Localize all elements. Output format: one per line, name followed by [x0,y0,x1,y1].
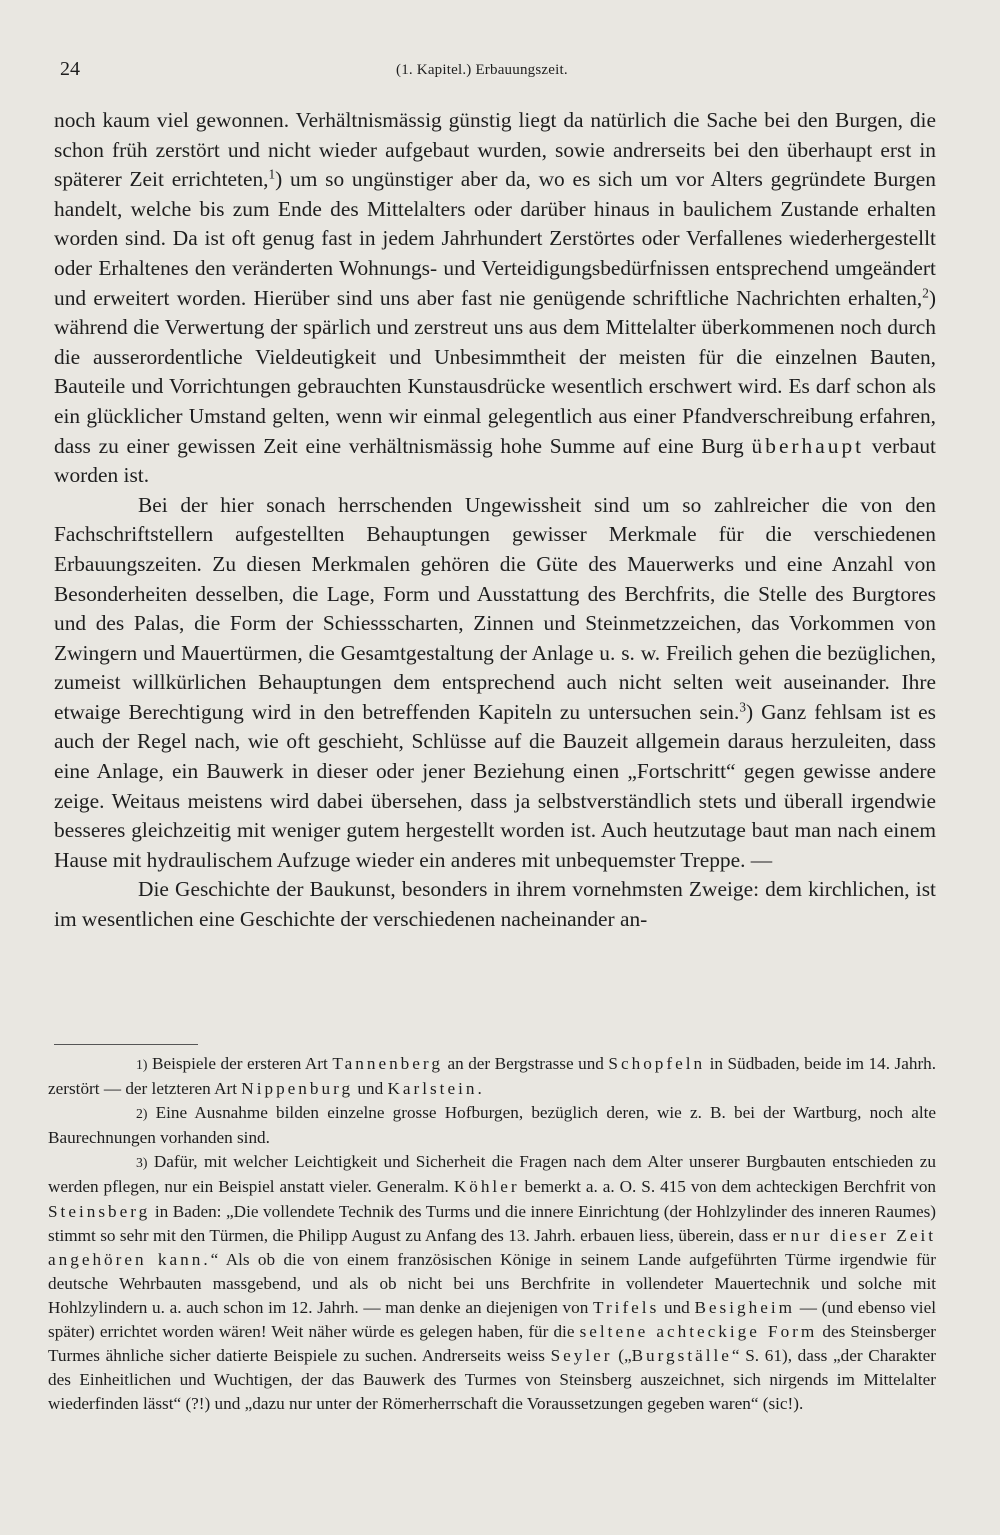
footnote-3-text-g: des Steinsberger Turmes ähnliche sicher datierte Beispiele zu suchen. Andrerseits weiss [48,1322,937,1366]
footnote-3-text-e: und [663,1297,690,1317]
footnote-3-text-c: in Baden: „Die vollendete Technik des Turms und die innere Einrichtung (der Hohlzylinder des inneren Raumes) stimmt so sehr mit den Türmen, die Philipp August zu Anfang des 13. Jahrh. erbauen liess, überein, dass er [48,1201,936,1245]
page-header [60,58,940,84]
footnote-3-text-i: “ S. 61), dass „der Charakter des Einheitlichen und Wuchtigen, der das Bauwerk des Turmes von Steinsberg auszeichnet, sich nirgends im Mittelalter wiederfinden lässt“ (?!) und „dazu nur unter der Römerherrschaft die Voraussetzungen gegeben waren“ (sic!). [48,1346,937,1414]
emphasis-spaced: überhaupt [751,433,865,458]
footnote-3-text-b: bemerkt a. a. O. S. 415 von dem achteckigen Berchfrit von [524,1177,937,1197]
footnote-3-text-h: („ [618,1346,632,1366]
quote-emphasis: nur dieser Zeit angehören kann. [48,1225,936,1269]
paragraph-2-text-b: ) Ganz fehlsam ist es auch der Regel nach, wie oft geschieht, Schlüsse auf die Bauzeit allgemein daraus herzuleiten, dass eine Anlage, ein Bauwerk in dieser oder jener Beziehung einen „Fortschritt“ gegen gewisse andere zeige. Weitaus meistens wird dabei übersehen, dass ja selbstverständlich stets und überall irgendwie besseres gleichzeitig mit weniger gutem hergestellt worden ist. Auch heutzutage baut man nach einem Hause mit hydraulischem Aufzuge wieder ein anderes mit unbequemster Treppe. — [54,699,936,872]
paragraph-1-text-b: ) um so ungünstiger aber da, wo es sich um vor Alters gegründete Burgen handelt, welche bis zum Ende des Mittelalters oder darüber hinaus in baulichem Zustande erhalten worden sind. Da ist oft genug fast in jedem Jahrhundert Zerstörtes oder Verfallenes wiederhergestellt oder Erhaltenes den veränderten Wohnungs- und Verteidigungsbedürfnissen entsprechend umgeändert und erweitert worden. Hierüber sind uns aber fast nie genügende schriftliche Nachrichten erhalten, [54,167,936,310]
author-name-seyler: Seyler [550,1346,613,1366]
place-name-tannenberg: Tannenberg [332,1054,443,1073]
footnote-3-text-f: — (und ebenso viel später) errichtet worden wären! Weit näher würde es gelegen haben, für die [48,1297,936,1342]
paragraph-1-text-a: noch kaum viel gewonnen. Verhältnismässig günstig liegt da natürlich die Sache bei den Burgen, die schon früh zerstört und nicht wieder aufgebaut wurden, sowie andrerseits bei den überhaupt erst in späterer Zeit errichteten, [54,108,936,192]
footnote-3-mark: 3) [136,1155,148,1171]
place-name-besigheim: Besigheim [694,1297,795,1317]
emphasis-octagonal-form: seltene achteckige Form [579,1322,818,1342]
footnote-1 [48,1052,936,1101]
footnote-3 [48,1150,936,1416]
footnote-3-text-d: “ Als ob die von einem französischen Könige in seinem Lande aufgeführten Türme irgendwie für deutsche Wehrbauten massgebend, und als ob nicht bei uns Berchfrite in vollendeter Mauertechnik und solche mit Hohlzylindern u. a. auch schon im 12. Jahrh. — man denke an diejenigen von [48,1249,937,1317]
footnote-ref-2: 2 [922,285,929,301]
paragraph-1-text-d: verbaut worden ist. [54,433,936,488]
footnote-1-text-b: an der Bergstrasse und [447,1054,604,1073]
footnote-divider [54,1044,198,1045]
footnote-2 [48,1101,936,1150]
paragraph-1-text-c: ) während die Verwertung der spärlich und zerstreut uns aus dem Mittelalter überkommenen noch durch die ausserordentliche Vieldeutigkeit und Unbesimmtheit der meisten für die einzelnen Bauten, Bauteile und Vorrichtungen gebrauchten Kunstausdrücke wesentlich erschwert wird. Es darf schon als ein glücklicher Umstand gelten, wenn wir einmal gelegentlich aus einer Pfandverschreibung erfahren, dass zu einer gewissen Zeit eine verhältnismässig hohe Summe auf eine Burg [54,285,936,458]
footnote-1-text-a: Beispiele der ersteren Art [152,1054,328,1073]
paragraph-1 [54,106,936,491]
footnote-1-text-d: und [357,1079,384,1099]
place-name-steinsberg: Steinsberg [48,1201,151,1221]
main-text [54,106,936,935]
paragraph-2-text-a: Bei der hier sonach herrschenden Ungewissheit sind um so zahlreicher die von den Fachschriftstellern aufgestellten Behauptungen gewisser Merkmale für die verschiedenen Erbauungszeiten. Zu diesen Merkmalen gehören die Güte des Mauerwerks und eine Anzahl von Besonderheiten desselben, die Lage, Form und Ausstattung des Berchfrits, die Stelle des Burgtores und des Palas, die Form der Schiessscharten, Zinnen und Steinmetzzeichen, das Vorkommen von Zwingern und Mauertürmen, die Gesamtgestaltung der Anlage u. s. w. Freilich gehen die bezüglichen, zumeist willkürlichen Behauptungen dem entsprechend auch nicht selten weit auseinander. Ihre etwaige Berechtigung wird in den betreffenden Kapiteln zu untersuchen sein. [54,492,936,724]
footnote-3-text-a: Dafür, mit welcher Leichtigkeit und Sicherheit die Fragen nach dem Alter unserer Burgbauten entschieden zu werden pflegen, nur ein Beispiel anstatt vieler. Generalm. [48,1152,936,1197]
paragraph-3-text: Die Geschichte der Baukunst, besonders in ihrem vornehmsten Zweige: dem kirchlichen, ist im wesentlichen eine Geschichte der verschiedenen nacheinander an- [54,877,936,932]
book-title-burgstaelle: Burgställe [631,1346,732,1366]
footnote-2-text: Eine Ausnahme bilden einzelne grosse Hofburgen, bezüglich deren, wie z. B. bei der Wartburg, noch alte Baurechnungen vorhanden sind. [48,1103,936,1148]
paragraph-2 [54,491,936,876]
place-name-karlstein: Karlstein. [387,1079,485,1099]
running-head: (1. Kapitel.) Erbauungszeit. [396,62,568,78]
page-number: 24 [60,58,80,80]
footnote-ref-3: 3 [739,699,746,715]
place-name-trifels: Trifels [593,1297,660,1317]
place-name-schopfeln: Schopfeln [608,1054,706,1073]
footnote-2-mark: 2) [136,1106,148,1122]
footnote-ref-1: 1 [268,166,276,182]
footnote-1-mark: 1) [136,1057,148,1072]
footnote-1-text-c: in Südbaden, beide im 14. Jahrh. zerstört — der letzteren Art [48,1054,937,1099]
author-name-koehler: Köhler [453,1177,520,1197]
paragraph-3 [54,875,936,934]
place-name-nippenburg: Nippenburg [241,1079,354,1099]
footnotes [48,1052,936,1416]
